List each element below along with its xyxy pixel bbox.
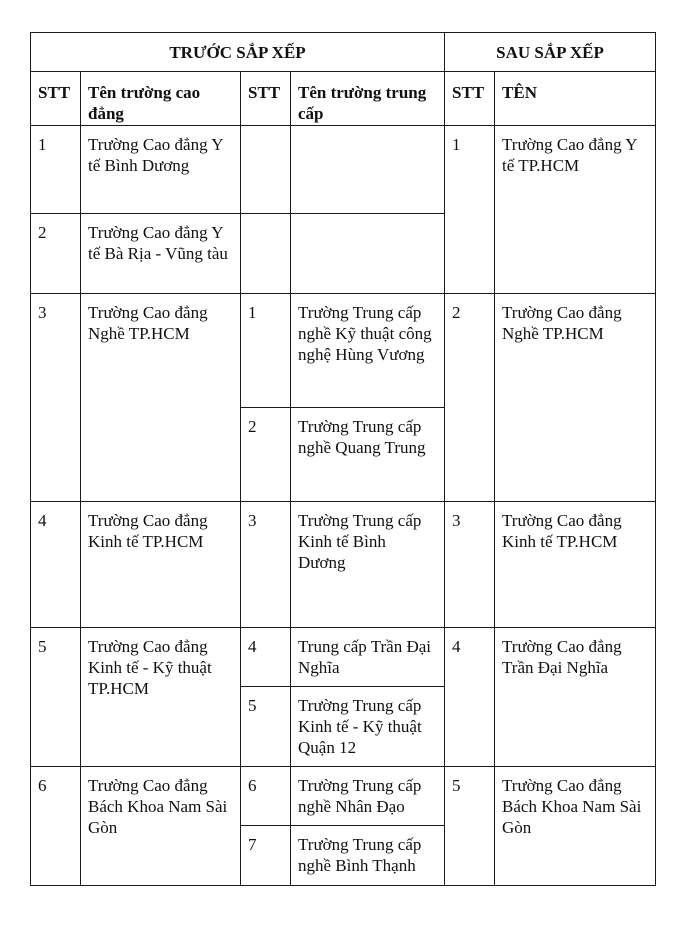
table-row — [31, 126, 656, 214]
after-stt: 4 — [445, 628, 495, 767]
secondary-name-empty — [291, 214, 445, 294]
after-name: Trường Cao đẳng Y tế TP.HCM — [495, 126, 656, 294]
group-header-row — [31, 33, 656, 72]
secondary-name: Trường Trung cấp Kinh tế - Kỹ thuật Quận 12 — [291, 687, 445, 767]
college-stt: 6 — [31, 767, 81, 886]
secondary-name: Trường Trung cấp nghề Quang Trung — [291, 408, 445, 502]
secondary-name: Trường Trung cấp nghề Nhân Đạo — [291, 767, 445, 826]
secondary-name: Trường Trung cấp Kinh tế Bình Dương — [291, 502, 445, 628]
college-name: Trường Cao đẳng Y tế Bình Dương — [81, 126, 241, 214]
after-name: Trường Cao đẳng Kinh tế TP.HCM — [495, 502, 656, 628]
header-after-name: TÊN — [495, 72, 656, 126]
after-name: Trường Cao đẳng Bách Khoa Nam Sài Gòn — [495, 767, 656, 886]
college-stt: 5 — [31, 628, 81, 767]
header-stt-secondary: STT — [241, 72, 291, 126]
college-name: Trường Cao đẳng Y tế Bà Rịa - Vũng tàu — [81, 214, 241, 294]
after-name: Trường Cao đẳng Trần Đại Nghĩa — [495, 628, 656, 767]
school-merger-table — [30, 32, 656, 886]
secondary-stt-empty — [241, 126, 291, 214]
secondary-stt: 5 — [241, 687, 291, 767]
after-stt: 2 — [445, 294, 495, 502]
college-stt: 4 — [31, 502, 81, 628]
table-row — [31, 294, 656, 408]
secondary-name: Trường Trung cấp nghề Bình Thạnh — [291, 826, 445, 886]
after-name: Trường Cao đẳng Nghề TP.HCM — [495, 294, 656, 502]
secondary-stt: 3 — [241, 502, 291, 628]
secondary-name: Trung cấp Trần Đại Nghĩa — [291, 628, 445, 687]
secondary-name: Trường Trung cấp nghề Kỹ thuật công nghệ Hùng Vương — [291, 294, 445, 408]
secondary-stt: 2 — [241, 408, 291, 502]
secondary-stt: 7 — [241, 826, 291, 886]
secondary-stt: 1 — [241, 294, 291, 408]
college-stt: 3 — [31, 294, 81, 502]
column-header-row — [31, 72, 656, 126]
header-before-arrangement: TRƯỚC SẮP XẾP — [31, 33, 445, 72]
secondary-stt: 6 — [241, 767, 291, 826]
college-stt: 1 — [31, 126, 81, 214]
college-name: Trường Cao đẳng Kinh tế - Kỹ thuật TP.HCM — [81, 628, 241, 767]
college-name: Trường Cao đẳng Kinh tế TP.HCM — [81, 502, 241, 628]
after-stt: 3 — [445, 502, 495, 628]
table-row — [31, 767, 656, 826]
header-college-name: Tên trường cao đẳng — [81, 72, 241, 126]
header-stt-after: STT — [445, 72, 495, 126]
header-after-arrangement: SAU SẮP XẾP — [445, 33, 656, 72]
table-row — [31, 628, 656, 687]
college-name: Trường Cao đẳng Nghề TP.HCM — [81, 294, 241, 502]
header-secondary-name: Tên trường trung cấp — [291, 72, 445, 126]
header-stt-college: STT — [31, 72, 81, 126]
after-stt: 1 — [445, 126, 495, 294]
secondary-name-empty — [291, 126, 445, 214]
college-stt: 2 — [31, 214, 81, 294]
secondary-stt: 4 — [241, 628, 291, 687]
secondary-stt-empty — [241, 214, 291, 294]
table-row — [31, 502, 656, 628]
after-stt: 5 — [445, 767, 495, 886]
college-name: Trường Cao đẳng Bách Khoa Nam Sài Gòn — [81, 767, 241, 886]
